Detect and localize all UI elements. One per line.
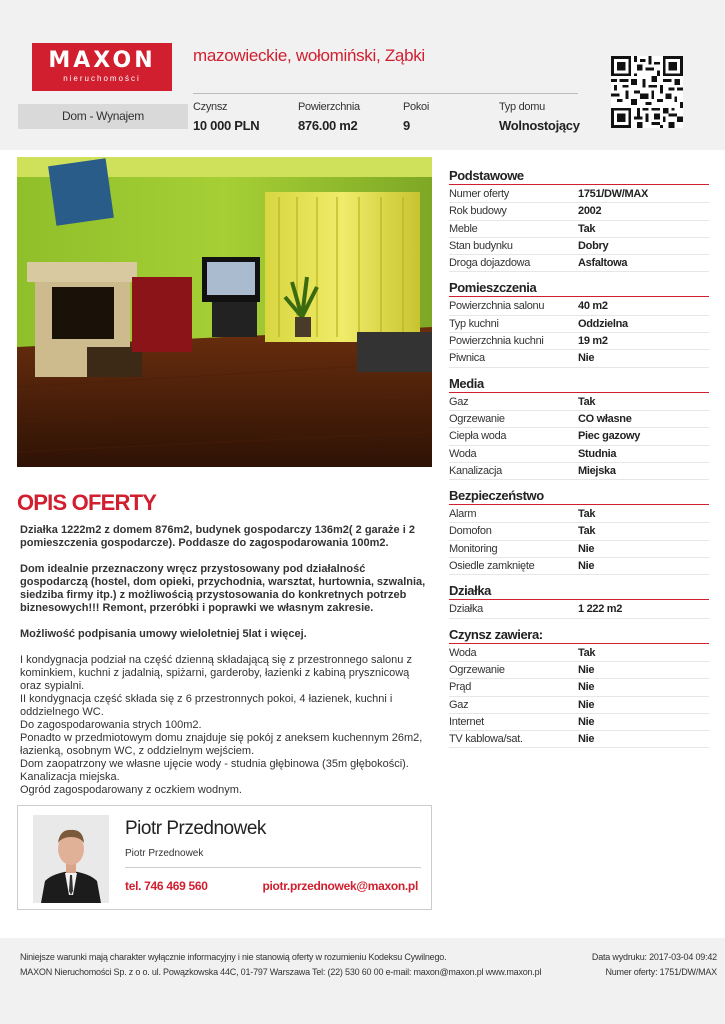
spec-row — [449, 731, 709, 748]
agent-subtitle: Piotr Przednowek — [125, 848, 204, 859]
agent-divider — [125, 867, 421, 868]
footer — [0, 938, 725, 1024]
spec-value: Studnia — [578, 447, 617, 460]
spec-value: Piec gazowy — [578, 430, 641, 443]
spec-label: TV kablowa/sat. — [449, 733, 523, 746]
spec-value: 40 m2 — [578, 300, 608, 313]
spec-section-divider — [449, 184, 709, 185]
spec-label: Stan budynku — [449, 239, 513, 252]
qr-code-icon[interactable] — [611, 56, 683, 128]
stat-value: Wolnostojący — [499, 118, 580, 133]
spec-row — [449, 463, 709, 480]
spec-label: Powierzchnia salonu — [449, 300, 545, 313]
footer-company: MAXON Nieruchomości Sp. z o o. ul. Powązkowska 44C, 01-797 Warszawa Tel: (22) 530 60 00 e-mail: maxon@maxon.pl www.maxon.pl — [20, 967, 542, 977]
offer-type-badge: Dom - Wynajem — [18, 104, 188, 129]
spec-section-title: Czynsz zawiera: — [449, 626, 543, 642]
stat-value: 10 000 PLN — [193, 118, 260, 133]
spec-row — [449, 645, 709, 662]
description-line: Ogród zagospodarowany z oczkiem wodnym. — [20, 784, 242, 796]
spec-value: Tak — [578, 222, 596, 235]
spec-section-title: Pomieszczenia — [449, 280, 537, 296]
description-title: OPIS OFERTY — [17, 490, 157, 515]
spec-value: Tak — [578, 508, 596, 521]
spec-label: Kanalizacja — [449, 464, 502, 477]
footer-disclaimer: Niniejsze warunki mają charakter wyłącznie informacyjny i nie stanowią oferty w rozumieniu Kodeksu Cywilnego. — [20, 952, 447, 962]
spec-row — [449, 558, 709, 575]
spec-value: 1751/DW/MAX — [578, 188, 649, 200]
spec-row — [449, 411, 709, 428]
spec-value: 2002 — [578, 205, 602, 218]
spec-label: Działka — [449, 603, 483, 616]
footer-right — [592, 950, 717, 980]
description-paragraph: Dom idealnie przeznaczony wręcz przystosowany pod działalność gospodarczą (hostel, dom opieki, przychodnia, warsztat, hurtownia, szwalnia, siedziba firmy itp.) z możliwością przystosowania do konkretnych potrzeb biznesowych!!! Remont, przeróbki i poprawki we własnym zakresie. — [20, 563, 426, 614]
description-line: Do zagospodarowania strych 100m2. — [20, 719, 202, 731]
spec-section — [449, 376, 709, 480]
spec-row — [449, 298, 709, 315]
agent-card — [17, 805, 432, 910]
spec-section-title: Media — [449, 375, 484, 391]
description-line: I kondygnacja podział na część dzienną składającą się z przestronnego salonu z kominkiem, kuchni z jadalnią, spiżarni, garderoby, łazienki z kabiną prysznicową oraz sypialni. — [20, 654, 412, 692]
spec-label: Gaz — [449, 698, 469, 711]
spec-value: Asfaltowa — [578, 257, 628, 270]
footer-offer-number: Numer oferty: 1751/DW/MAX — [605, 967, 717, 977]
spec-value: Tak — [578, 525, 596, 538]
stat-label: Pokoi — [403, 101, 430, 113]
footer-left — [20, 950, 541, 980]
spec-section-title: Bezpieczeństwo — [449, 488, 544, 504]
location-title: mazowieckie, wołomiński, Ząbki — [193, 46, 425, 65]
spec-label: Domofon — [449, 525, 492, 538]
spec-label: Powierzchnia kuchni — [449, 335, 544, 348]
spec-section-divider — [449, 504, 709, 505]
stat-value: 876.00 m2 — [298, 118, 358, 133]
spec-label: Gaz — [449, 395, 469, 408]
spec-label: Rok budowy — [449, 205, 507, 218]
spec-row — [449, 697, 709, 714]
description-line: Ponadto w przedmiotowym domu znajduje się pokój z aneksem kuchennym 26m2, łazienką, osobnym WC, z oddzielnym wejściem. — [20, 732, 423, 757]
spec-row — [449, 541, 709, 558]
description-paragraph: Możliwość podpisania umowy wieloletniej 5lat i więcej. — [20, 628, 307, 640]
spec-label: Ciepła woda — [449, 430, 507, 443]
header-divider — [193, 93, 578, 94]
spec-value: Miejska — [578, 464, 616, 477]
spec-value: Nie — [578, 560, 595, 573]
spec-value: Nie — [578, 542, 595, 555]
spec-label: Monitoring — [449, 542, 498, 555]
spec-row — [449, 428, 709, 445]
spec-section — [449, 583, 709, 618]
agent-name: Piotr Przednowek — [125, 818, 266, 839]
spec-label: Droga dojazdowa — [449, 257, 531, 270]
description-body — [20, 524, 432, 797]
description-details — [20, 654, 432, 797]
property-photo[interactable] — [17, 157, 432, 467]
spec-label: Piwnica — [449, 352, 485, 365]
spec-row — [449, 601, 709, 618]
spec-row — [449, 221, 709, 238]
description-line: II kondygnacja część składa się z 6 przestronnych pokoi, 4 łazienek, kuchni i oddzielnego WC. — [20, 693, 393, 718]
spec-section — [449, 488, 709, 575]
logo-tagline: nieruchomości — [63, 74, 141, 83]
spec-value: Nie — [578, 715, 595, 728]
spec-label: Internet — [449, 715, 484, 728]
footer-print-date: Data wydruku: 2017-03-04 09:42 — [591, 952, 717, 962]
spec-label: Numer oferty — [449, 188, 509, 200]
spec-section-title: Podstawowe — [449, 168, 524, 183]
spec-row — [449, 679, 709, 696]
spec-row — [449, 446, 709, 463]
spec-section-title: Działka — [449, 583, 492, 599]
spec-value: CO własne — [578, 412, 632, 425]
spec-value: Oddzielna — [578, 317, 628, 330]
spec-section-divider — [449, 392, 709, 393]
stat-rooms — [403, 101, 429, 133]
spec-row — [449, 350, 709, 367]
spec-value: 19 m2 — [578, 335, 608, 348]
spec-value: Tak — [578, 646, 596, 659]
spec-row — [449, 662, 709, 679]
spec-value: Nie — [578, 663, 595, 676]
spec-row — [449, 523, 709, 540]
spec-label: Ogrzewanie — [449, 663, 505, 676]
logo-name: MAXON — [48, 48, 156, 73]
spec-value: 1 222 m2 — [578, 603, 623, 616]
stat-area — [298, 101, 360, 133]
spec-section — [449, 280, 709, 367]
spec-section — [449, 168, 709, 272]
maxon-logo[interactable] — [32, 43, 172, 91]
spec-section — [449, 627, 709, 749]
stat-house-type — [499, 101, 580, 133]
spec-value: Nie — [578, 681, 595, 694]
spec-section-divider — [449, 296, 709, 297]
description-paragraph: Działka 1222m2 z domem 876m2, budynek gospodarczy 136m2( 2 garaże i 2 pomieszczenia gospodarcze). Poddasze do zagospodarowania 100m2. — [20, 524, 415, 549]
agent-avatar — [33, 815, 109, 903]
spec-label: Meble — [449, 222, 478, 235]
spec-row — [449, 506, 709, 523]
stat-value: 9 — [403, 118, 410, 133]
description-line: Dom zaopatrzony we własne ujęcie wody - studnia głębinowa (35m głębokości). — [20, 758, 409, 770]
spec-section-divider — [449, 643, 709, 644]
spec-label: Woda — [449, 447, 477, 460]
spec-label: Osiedle zamknięte — [449, 560, 535, 573]
spec-value: Dobry — [578, 239, 609, 252]
stat-rent — [193, 101, 259, 133]
spec-row — [449, 714, 709, 731]
stat-label: Czynsz — [193, 101, 228, 113]
spec-label: Prąd — [449, 681, 472, 694]
spec-row — [449, 203, 709, 220]
spec-value: Nie — [578, 698, 595, 711]
spec-label: Woda — [449, 646, 477, 659]
spec-section-divider — [449, 599, 709, 600]
spec-label: Typ kuchni — [449, 317, 499, 330]
stat-label: Powierzchnia — [298, 101, 360, 113]
header — [0, 0, 725, 150]
stat-label: Typ domu — [499, 101, 545, 113]
spec-value: Nie — [578, 733, 595, 746]
spec-row — [449, 316, 709, 333]
spec-label: Ogrzewanie — [449, 412, 505, 425]
spec-row — [449, 255, 709, 272]
spec-row — [449, 394, 709, 411]
agent-phone-link[interactable]: tel. 746 469 560 — [125, 879, 208, 893]
spec-row — [449, 333, 709, 350]
description-line: Kanalizacja miejska. — [20, 771, 120, 783]
spec-label: Alarm — [449, 508, 477, 521]
agent-email-link[interactable]: piotr.przednowek@maxon.pl — [262, 879, 418, 893]
spec-row — [449, 238, 709, 255]
spec-row — [449, 186, 709, 203]
spec-value: Nie — [578, 352, 595, 365]
property-specs — [449, 168, 709, 756]
spec-value: Tak — [578, 395, 596, 408]
